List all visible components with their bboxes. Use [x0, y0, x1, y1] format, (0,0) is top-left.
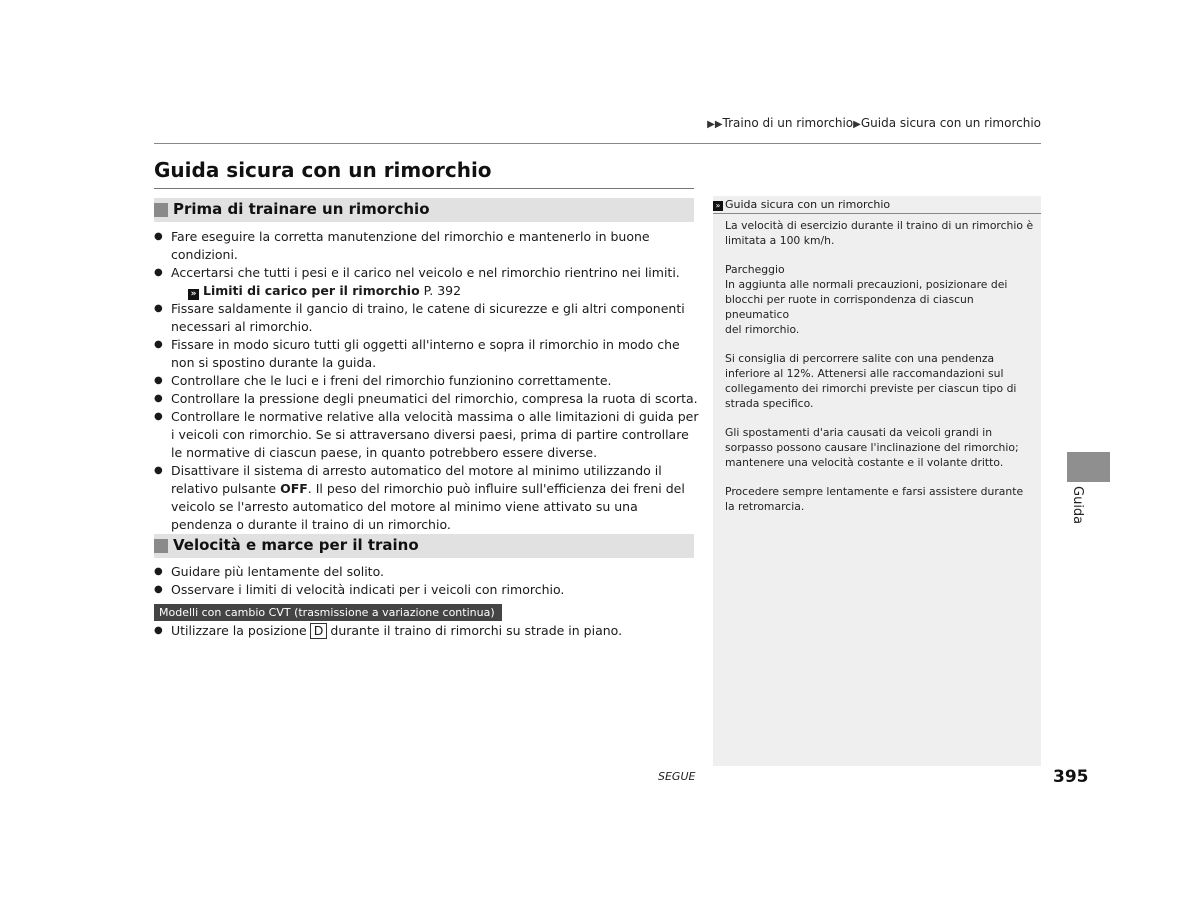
list-item: ● Fissare saldamente il gancio di traino, le catene di sicurezze e gli altri componenti necessari al rimorchio. [154, 301, 685, 334]
list-item: ● Controllare le normative relative alla velocità massima o alle limitazioni di guida per i veicoli con rimorchio. Se si attraversano diversi paesi, prima di partire controllare le normative di ciascun paese, in quanto potrebbero essere diverse. [154, 409, 699, 460]
reference-label[interactable]: Limiti di carico per il rimorchio [203, 283, 420, 298]
section-title: Velocità e marce per il traino [173, 536, 419, 554]
note-paragraph: Gli spostamenti d'aria causati da veicoli grandi in sorpasso possono causare l'inclinazione del rimorchio; mantenere una velocità costante e il volante dritto. [725, 426, 1019, 469]
bullet-icon: ● [154, 584, 163, 595]
bullet-icon: ● [154, 375, 163, 386]
bullet-icon: ● [154, 411, 163, 422]
section-square-icon [154, 203, 168, 217]
model-label-cvt: Modelli con cambio CVT (trasmissione a variazione continua) [154, 604, 502, 621]
section-header-velocita [154, 534, 694, 558]
list-item: ● Fare eseguire la corretta manutenzione del rimorchio e mantenerlo in buone condizioni. [154, 229, 650, 262]
list-item: ● Fissare in modo sicuro tutti gli oggetti all'interno e sopra il rimorchio in modo che non si spostino durante la guida. [154, 337, 680, 370]
off-button-label: OFF [280, 481, 308, 496]
note-paragraph: Parcheggio In aggiunta alle normali precauzioni, posizionare dei blocchi per ruote in corrispondenza di ciascun pneumatico del rimorchio. [725, 263, 1008, 336]
breadcrumb [707, 116, 1041, 130]
section1-list [154, 228, 699, 534]
breadcrumb-separator-icon: ▶ [853, 119, 861, 130]
breadcrumb-parent[interactable]: Traino di un rimorchio [722, 116, 854, 130]
gear-d-indicator: D [310, 623, 328, 639]
sidebar-note-body [725, 218, 1037, 528]
bullet-icon: ● [154, 339, 163, 350]
list-item: ● Utilizzare la posizione D durante il traino di rimorchi su strade in piano. [154, 623, 623, 638]
bullet-icon: ● [154, 465, 163, 476]
list-item: ● Disattivare il sistema di arresto automatico del motore al minimo utilizzando il relativo pulsante OFF. Il peso del rimorchio può influire sull'efficienza dei freni del veicolo se l'arresto automatico del motore al minimo viene attivato su una pendenza o durante il traino di un rimorchio. [154, 463, 685, 532]
section-header-prima [154, 198, 694, 222]
title-divider [154, 188, 694, 189]
bullet-icon: ● [154, 303, 163, 314]
section2-list [154, 563, 699, 599]
continued-indicator: SEGUE [658, 770, 696, 783]
list-item: ● Controllare che le luci e i freni del rimorchio funzionino correttamente. [154, 373, 612, 388]
reference-arrow-icon: » [188, 289, 199, 300]
note-paragraph: La velocità di esercizio durante il traino di un rimorchio è limitata a 100 km/h. [725, 219, 1034, 247]
note-marker-icon: » [713, 201, 723, 211]
section-square-icon [154, 539, 168, 553]
list-item: ● Osservare i limiti di velocità indicati per i veicoli con rimorchio. [154, 582, 565, 597]
sidebar-note-heading: » Guida sicura con un rimorchio [713, 197, 1041, 214]
bullet-icon: ● [154, 566, 163, 577]
chapter-tab[interactable] [1067, 452, 1110, 482]
page-title: Guida sicura con un rimorchio [154, 158, 492, 182]
bullet-icon: ● [154, 267, 163, 278]
note-paragraph: Procedere sempre lentamente e farsi assistere durante la retromarcia. [725, 485, 1024, 513]
breadcrumb-current: Guida sicura con un rimorchio [860, 116, 1041, 130]
list-item: ● Guidare più lentamente del solito. [154, 564, 384, 579]
note-paragraph: Si consiglia di percorrere salite con una pendenza inferiore al 12%. Attenersi alle raccomandazioni sul collegamento dei rimorchi previste per ciascun tipo di strada specifico. [725, 352, 1017, 410]
breadcrumb-arrow-icon: ▶▶ [707, 119, 723, 130]
list-item: ● Accertarsi che tutti i pesi e il carico nel veicolo e nel rimorchio rientrino nei limiti. [154, 265, 680, 280]
cross-reference-link[interactable] [154, 282, 699, 300]
section2-cvt-list [154, 622, 699, 640]
reference-page: P. 392 [423, 283, 462, 298]
header-divider [154, 143, 1041, 144]
bullet-icon: ● [154, 231, 163, 242]
list-item: ● Controllare la pressione degli pneumatici del rimorchio, compresa la ruota di scorta. [154, 391, 698, 406]
bullet-icon: ● [154, 625, 163, 636]
page-number: 395 [1053, 767, 1089, 787]
chapter-tab-label: Guida [1070, 486, 1085, 525]
section-title: Prima di trainare un rimorchio [173, 200, 430, 218]
bullet-icon: ● [154, 393, 163, 404]
